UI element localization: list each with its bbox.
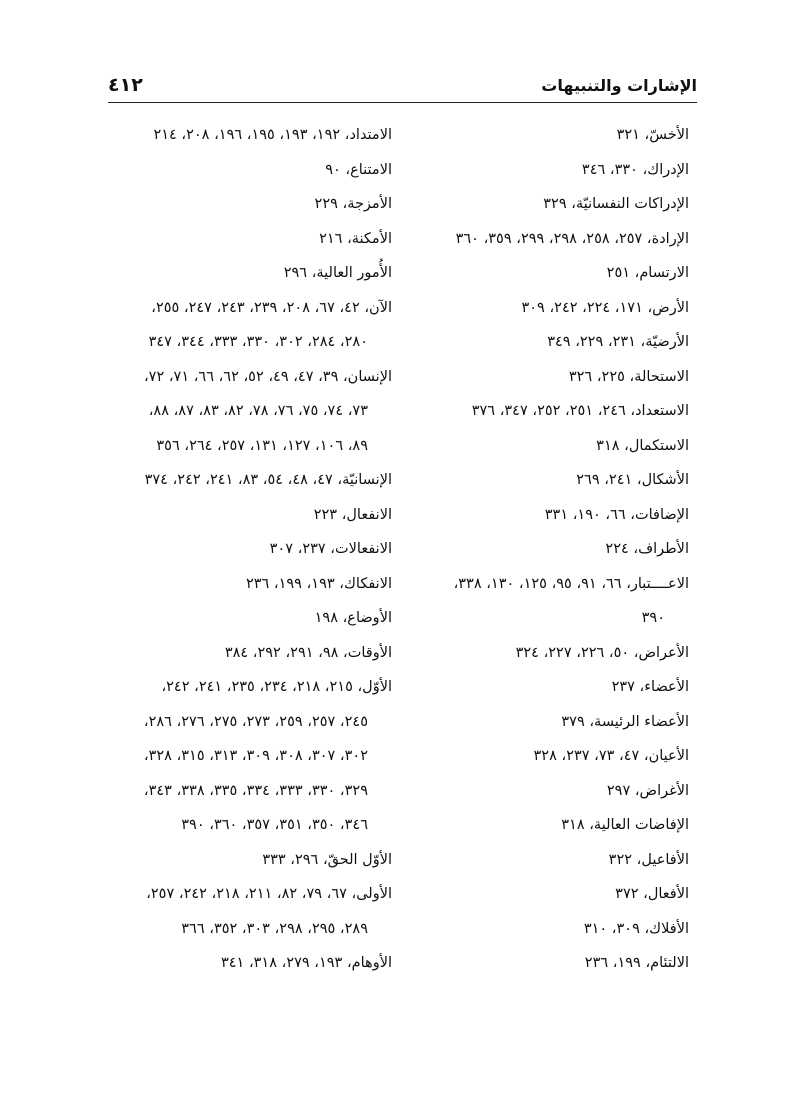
index-entry: الإرادة، ٢٥٧، ٢٥٨، ٢٩٨، ٢٩٩، ٣٥٩، ٣٦٠ [455,230,689,247]
index-entry: الأوضاع، ١٩٨ [314,610,392,626]
index-entry: الأفعال، ٣٧٢ [615,886,689,902]
index-entry: الانفعالات، ٢٣٧، ٣٠٧ [269,541,392,557]
index-entry-continuation: ٢٨٠، ٢٨٤، ٣٠٢، ٣٣٠، ٣٣٣، ٣٤٤، ٣٤٧ [148,334,368,350]
index-entry: الأمكنة، ٢١٦ [319,230,392,247]
index-entry: الأشكال، ٢٤١، ٢٦٩ [576,472,689,488]
index-entry: الأُمور العالية، ٢٩٦ [283,265,392,281]
index-column-right [399,118,689,981]
index-entry: الإفاضات العالية، ٣١٨ [561,817,689,833]
index-entry: الأفاعيل، ٣٢٢ [608,851,689,868]
running-title: الإشارات والتنبيهات [541,75,697,95]
index-entry: الإضافات، ٦٦، ١٩٠، ٣٣١ [544,506,689,523]
index-entry-continuation: ٣٩٠ [641,610,665,626]
index-entry: الأرض، ١٧١، ٢٢٤، ٢٤٢، ٣٠٩ [521,299,689,316]
index-entry: الاستعداد، ٢٤٦، ٢٥١، ٢٥٢، ٣٤٧، ٣٧٦ [471,403,689,419]
page-number: ٤١٢ [108,74,143,96]
index-entry: الاستحالة، ٢٢٥، ٣٢٦ [568,368,689,385]
index-entry-continuation: ٣٤٦، ٣٥٠، ٣٥١، ٣٥٧، ٣٦٠، ٣٩٠ [181,817,368,833]
index-entry: الاستكمال، ٣١٨ [596,437,689,454]
index-entry: الإنسان، ٣٩، ٤٧، ٤٩، ٥٢، ٦٢، ٦٦، ٧١، ٧٢، [143,368,392,385]
index-entry-continuation: ٢٤٥، ٢٥٧، ٢٥٩، ٢٧٣، ٢٧٥، ٢٧٦، ٢٨٦، [143,713,368,730]
index-entry: الانفعال، ٢٢٣ [313,506,392,523]
index-entry: الأعضاء الرئيسة، ٣٧٩ [561,713,689,730]
index-entry: الامتناع، ٩٠ [325,161,392,178]
index-entry: الأوهام، ١٩٣، ٢٧٩، ٣١٨، ٣٤١ [220,955,392,971]
index-entry: الأفلاك، ٣٠٩، ٣١٠ [583,920,689,937]
index-entry: الأغراض، ٢٩٧ [606,782,689,799]
index-entry: الامتداد، ١٩٢، ١٩٣، ١٩٥، ١٩٦، ٢٠٨، ٢١٤ [153,127,392,143]
index-entry: الأوّل الحقّ، ٢٩٦، ٣٣٣ [262,851,392,868]
index-entry: الآن، ٤٢، ٦٧، ٢٠٨، ٢٣٩، ٢٤٣، ٢٤٧، ٢٥٥، [151,299,392,316]
index-entry: الإدراكات النفسانيّة، ٣٢٩ [543,196,689,212]
index-entry: الأمزجة، ٢٢٩ [314,196,392,212]
index-entry: الاعــــتبار، ٦٦، ٩١، ٩٥، ١٢٥، ١٣٠، ٣٣٨، [453,575,689,592]
index-entry: الانفكاك، ١٩٣، ١٩٩، ٢٣٦ [245,575,392,592]
index-entry: الأوّل، ٢١٥، ٢١٨، ٢٣٤، ٢٣٥، ٢٤١، ٢٤٢، [161,679,392,695]
index-entry: الأوقات، ٩٨، ٢٩١، ٢٩٢، ٣٨٤ [224,644,392,661]
index-entry-continuation: ٧٣، ٧٤، ٧٥، ٧٦، ٧٨، ٨٢، ٨٣، ٨٧، ٨٨، [148,403,368,419]
index-entry: الأطراف، ٢٢٤ [605,541,689,557]
index-entry: الأولى، ٦٧، ٧٩، ٨٢، ٢١١، ٢١٨، ٢٤٢، ٢٥٧، [146,886,392,902]
index-entry-continuation: ٨٩، ١٠٦، ١٢٧، ١٣١، ٢٥٧، ٢٦٤، ٣٥٦ [156,437,368,454]
index-entry: الأعضاء، ٢٣٧ [611,679,689,695]
index-entry-continuation: ٣٠٢، ٣٠٧، ٣٠٨، ٣٠٩، ٣١٣، ٣١٥، ٣٢٨، [143,748,368,764]
index-entry-continuation: ٣٢٩، ٣٣٠، ٣٣٣، ٣٣٤، ٣٣٥، ٣٣٨، ٣٤٣، [143,782,368,799]
index-entry: الأرضيّة، ٢٣١، ٢٢٩، ٣٤٩ [547,334,689,350]
index-entry: الأعراض، ٥٠، ٢٢٦، ٢٢٧، ٣٢٤ [515,644,689,661]
index-entry: الأخسّ، ٣٢١ [616,127,689,143]
index-column-left [92,118,392,981]
index-entry: الإدراك، ٣٣٠، ٣٤٦ [581,161,689,178]
page-header [108,68,697,103]
index-entry: الأعيان، ٤٧، ٧٣، ٢٣٧، ٣٢٨ [533,748,689,764]
index-entry: الإنسانيّة، ٤٧، ٤٨، ٥٤، ٨٣، ٢٤١، ٢٤٢، ٣٧٤ [144,472,392,488]
index-entry: الالتئام، ١٩٩، ٢٣٦ [584,955,689,971]
index-entry-continuation: ٢٨٩، ٢٩٥، ٢٩٨، ٣٠٣، ٣٥٢، ٣٦٦ [181,920,368,937]
index-entry: الارتسام، ٢٥١ [606,265,689,281]
